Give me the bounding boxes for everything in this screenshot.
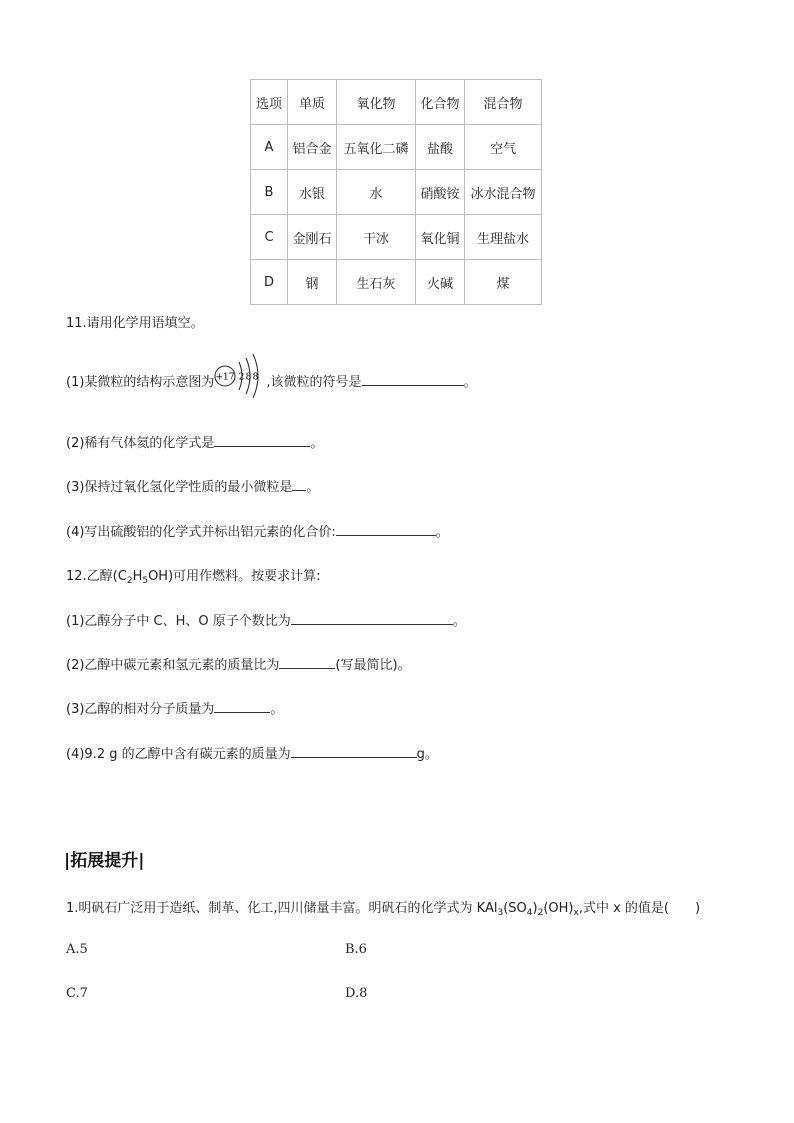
subscript: 2 xyxy=(126,576,133,586)
q12-part2-text: (2)乙醇中碳元素和氢元素的质量比为 xyxy=(66,658,280,673)
table-cell: 钢 xyxy=(288,260,337,305)
q11-part2 xyxy=(66,432,323,451)
table-header-row xyxy=(251,80,542,125)
table-cell: 水银 xyxy=(288,170,337,215)
answer-blank[interactable] xyxy=(214,700,270,713)
q11-part1 xyxy=(66,352,477,400)
ext-q1-text: 1.明矾石广泛用于造纸、制革、化工,四川储量丰富。明矾石的化学式为 KAl xyxy=(66,901,498,916)
q12-part1-text: (1)乙醇分子中 C、H、O 原子个数比为 xyxy=(66,614,291,629)
classification-table xyxy=(250,79,542,305)
table-header-cell: 氧化物 xyxy=(337,80,416,125)
q12-part4-text: (4)9.2 g 的乙醇中含有碳元素的质量为 xyxy=(66,747,291,762)
table-cell: C xyxy=(251,215,288,260)
q12-title xyxy=(66,565,321,586)
table-cell: 水 xyxy=(337,170,416,215)
table-header-cell: 混合物 xyxy=(465,80,542,125)
table-cell: D xyxy=(251,260,288,305)
table-cell: 盐酸 xyxy=(416,125,465,170)
answer-blank[interactable] xyxy=(291,745,417,758)
choice-b[interactable]: B.6 xyxy=(345,942,367,957)
subscript: 5 xyxy=(142,576,149,586)
q12-title-text: 12.乙醇(C xyxy=(66,569,127,584)
choice-c[interactable]: C.7 xyxy=(66,986,88,1001)
table-cell: 生理盐水 xyxy=(465,215,542,260)
q11-part1-text: (1)某微粒的结构示意图为 xyxy=(66,375,215,390)
table-header-cell: 单质 xyxy=(288,80,337,125)
q11-part3-text: (3)保持过氧化氢化学性质的最小微粒是 xyxy=(66,480,293,495)
table-cell: 生石灰 xyxy=(337,260,416,305)
table-cell: 氧化铜 xyxy=(416,215,465,260)
q12-part4 xyxy=(66,743,438,762)
q11-part3 xyxy=(66,476,319,495)
ext-q1-text: ) xyxy=(532,901,538,916)
q11-part4-text: (4)写出硫酸铝的化学式并标出铝元素的化合价: xyxy=(66,525,336,540)
table-cell: 干冰 xyxy=(337,215,416,260)
q12-part3-text: (3)乙醇的相对分子质量为 xyxy=(66,702,215,717)
answer-blank[interactable] xyxy=(279,656,335,669)
q12-title-text: OH)可用作燃料。按要求计算: xyxy=(148,569,321,584)
answer-blank[interactable] xyxy=(362,373,464,386)
q12-part2 xyxy=(66,654,411,673)
table-row xyxy=(251,260,542,305)
q12-part2-end: (写最简比)。 xyxy=(335,658,411,673)
ext-q1-text: (OH) xyxy=(543,901,574,916)
punct: 。 xyxy=(310,436,324,451)
table-cell: 空气 xyxy=(465,125,542,170)
punct: 。 xyxy=(452,614,466,629)
q11-part4 xyxy=(66,521,449,540)
answer-blank[interactable] xyxy=(336,523,436,536)
subscript: 4 xyxy=(526,908,533,918)
table-cell: B xyxy=(251,170,288,215)
subscript: 2 xyxy=(537,908,544,918)
subscript: 3 xyxy=(497,908,504,918)
section-heading: |拓展提升| xyxy=(64,851,145,871)
q12-part4-end: g。 xyxy=(416,747,438,762)
table-cell: 硝酸铵 xyxy=(416,170,465,215)
table-row xyxy=(251,125,542,170)
answer-blank[interactable] xyxy=(291,612,453,625)
q11-part2-text: (2)稀有气体氦的化学式是 xyxy=(66,436,215,451)
table-cell: 火碱 xyxy=(416,260,465,305)
table-cell: 五氧化二磷 xyxy=(337,125,416,170)
table-header-cell: 化合物 xyxy=(416,80,465,125)
table-cell: A xyxy=(251,125,288,170)
answer-blank[interactable] xyxy=(214,434,310,447)
atom-shell-label: 8 xyxy=(253,372,259,383)
punct: 。 xyxy=(306,480,320,495)
table-cell: 冰水混合物 xyxy=(465,170,542,215)
table-header-cell: 选项 xyxy=(251,80,288,125)
q11-title: 11.请用化学用语填空。 xyxy=(66,316,204,331)
ext-q1-text: (SO xyxy=(503,901,527,916)
atom-nucleus-label: +17 xyxy=(215,372,235,383)
atom-structure-diagram xyxy=(214,352,266,400)
q12-part3 xyxy=(66,698,283,717)
punct: 。 xyxy=(435,525,449,540)
ext-q1-stem xyxy=(66,897,700,918)
punct: 。 xyxy=(463,375,477,390)
answer-blank[interactable] xyxy=(292,478,306,491)
q12-part1 xyxy=(66,610,466,629)
atom-shell-label: 2 xyxy=(239,372,245,383)
table-cell: 金刚石 xyxy=(288,215,337,260)
ext-q1-text: ,式中 x 的值是( ) xyxy=(578,901,701,916)
table-cell: 铝合金 xyxy=(288,125,337,170)
punct: 。 xyxy=(270,702,284,717)
choice-d[interactable]: D.8 xyxy=(345,986,368,1001)
choice-a[interactable]: A.5 xyxy=(66,942,88,957)
q11-part1-text2: ,该微粒的符号是 xyxy=(266,375,362,390)
q12-title-text: H xyxy=(132,569,143,584)
atom-shell-label: 8 xyxy=(246,372,252,383)
table-row xyxy=(251,170,542,215)
table-row xyxy=(251,215,542,260)
subscript: x xyxy=(573,908,579,918)
table-cell: 煤 xyxy=(465,260,542,305)
